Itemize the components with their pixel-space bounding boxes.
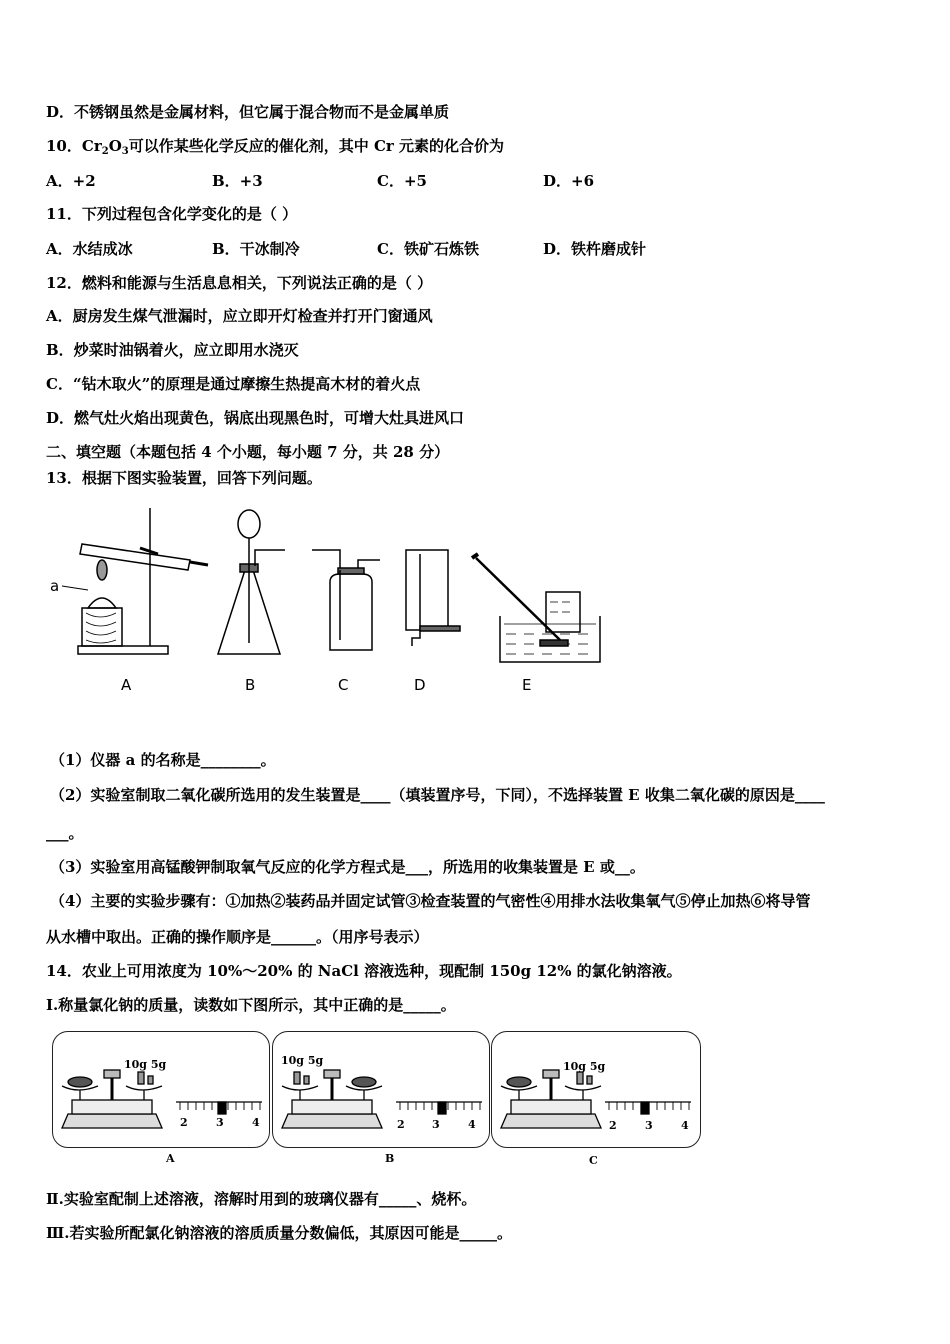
q13-stem: 13．根据下图实验装置，回答下列问题。 (46, 469, 322, 487)
water-trough (500, 616, 600, 662)
lamp-flame (97, 560, 107, 580)
delivery-tube (476, 558, 560, 640)
q11-option-a: A．水结成冰 (46, 240, 133, 258)
scale-c-4: 4 (681, 1119, 689, 1132)
q13-part2: （2）实验室制取二氧化碳所选用的发生装置是____（填装置序号，下同），不选择装置 E 收集二氧化碳的原因是____ (50, 786, 825, 804)
scale-b-3: 3 (432, 1118, 440, 1131)
q13-part3: （3）实验室用高锰酸钾制取氧气反应的化学方程式是___，所选用的收集装置是 E 或__。 (50, 858, 645, 876)
q13-part4-cont: 从水槽中取出。正确的操作顺序是______。（用序号表示） (46, 928, 429, 946)
q12-option-b: B．炒菜时油锅着火，应立即用水浇灭 (46, 341, 299, 359)
q10-option-c: C．+5 (377, 172, 427, 190)
scale-b-4: 4 (468, 1118, 476, 1131)
stand-base (78, 646, 168, 654)
q10-option-a: A．+2 (46, 172, 96, 190)
q13-part2-cont: ___。 (46, 824, 84, 842)
q9-option-d: D．不锈钢虽然是金属材料，但它属于混合物而不是金属单质 (46, 103, 450, 121)
scale-a-3: 3 (216, 1116, 224, 1129)
scale-a-2: 2 (180, 1116, 188, 1129)
q10-sub2: 3 (121, 146, 129, 157)
balance-label-a: A (166, 1152, 175, 1165)
apparatus-label-e: E (522, 676, 532, 694)
balance-label-c: C (589, 1154, 598, 1167)
alcohol-lamp (88, 598, 116, 608)
q12-option-c: C．“钻木取火”的原理是通过摩擦生热提高木材的着火点 (46, 375, 421, 393)
weights-label-c: 10g 5g (563, 1060, 606, 1073)
thistle-funnel (238, 510, 260, 538)
test-tube (80, 544, 190, 570)
q13-part4: （4）主要的实验步骤有：①加热②装药品并固定试管③检查装置的气密性④用排水法收集氧气⑤停止加热⑥将导管 (50, 892, 811, 910)
scale-c-3: 3 (645, 1119, 653, 1132)
apparatus-label-a: A (121, 676, 132, 694)
q10-mid: O (108, 137, 122, 155)
q14-part3: Ⅲ.若实验所配氯化钠溶液的溶质质量分数偏低，其原因可能是_____。 (46, 1224, 512, 1242)
weights-label-a: 10g 5g (124, 1058, 167, 1071)
q11-option-d: D．铁杵磨成针 (543, 240, 647, 258)
q12-option-a: A．厨房发生煤气泄漏时，应立即开灯检查并打开门窗通风 (46, 307, 433, 325)
balance-label-b: B (385, 1152, 395, 1165)
scale-c-2: 2 (609, 1119, 617, 1132)
apparatus-label-b: B (245, 676, 256, 694)
q10-sub1: 2 (101, 146, 109, 157)
label-a: a (50, 577, 60, 595)
q14-part2: Ⅱ.实验室配制上述溶液，溶解时用到的玻璃仪器有_____、烧杯。 (46, 1190, 477, 1208)
apparatus-label-c: C (338, 676, 349, 694)
gas-bottle (330, 574, 372, 650)
q14-stem: 14．农业上可用浓度为 10%～20% 的 NaCl 溶液选种，现配制 150g 12% 的氯化钠溶液。 (46, 962, 682, 980)
scale-a-4: 4 (252, 1116, 260, 1129)
q11-option-b: B．干冰制冷 (212, 240, 300, 258)
q13-part1: （1）仪器 a 的名称是________。 (50, 751, 276, 769)
q10-option-d: D．+6 (543, 172, 595, 190)
q10-prefix: 10．Cr (46, 137, 102, 155)
q14-part1: Ⅰ.称量氯化钠的质量，读数如下图所示，其中正确的是_____。 (46, 996, 456, 1014)
q10-suffix: 可以作某些化学反应的催化剂，其中 Cr 元素的化合价为 (128, 137, 505, 155)
section-heading: 二、填空题（本题包括 4 个小题，每小题 7 分，共 28 分） (46, 443, 450, 461)
q11-option-c: C．铁矿石炼铁 (377, 240, 479, 258)
lab-apparatus-figure (40, 498, 620, 698)
q11-stem: 11．下列过程包含化学变化的是（ ） (46, 205, 298, 223)
apparatus-label-d: D (414, 676, 426, 694)
q10-stem (46, 136, 504, 162)
scale-b-2: 2 (397, 1118, 405, 1131)
weights-label-b: 10g 5g (281, 1054, 324, 1067)
q10-option-b: B．+3 (212, 172, 263, 190)
inverted-jar (406, 550, 448, 630)
q12-option-d: D．燃气灶火焰出现黄色，锅底出现黑色时，可增大灶具进风口 (46, 409, 465, 427)
q12-stem: 12．燃料和能源与生活息息相关，下列说法正确的是（ ） (46, 274, 433, 292)
